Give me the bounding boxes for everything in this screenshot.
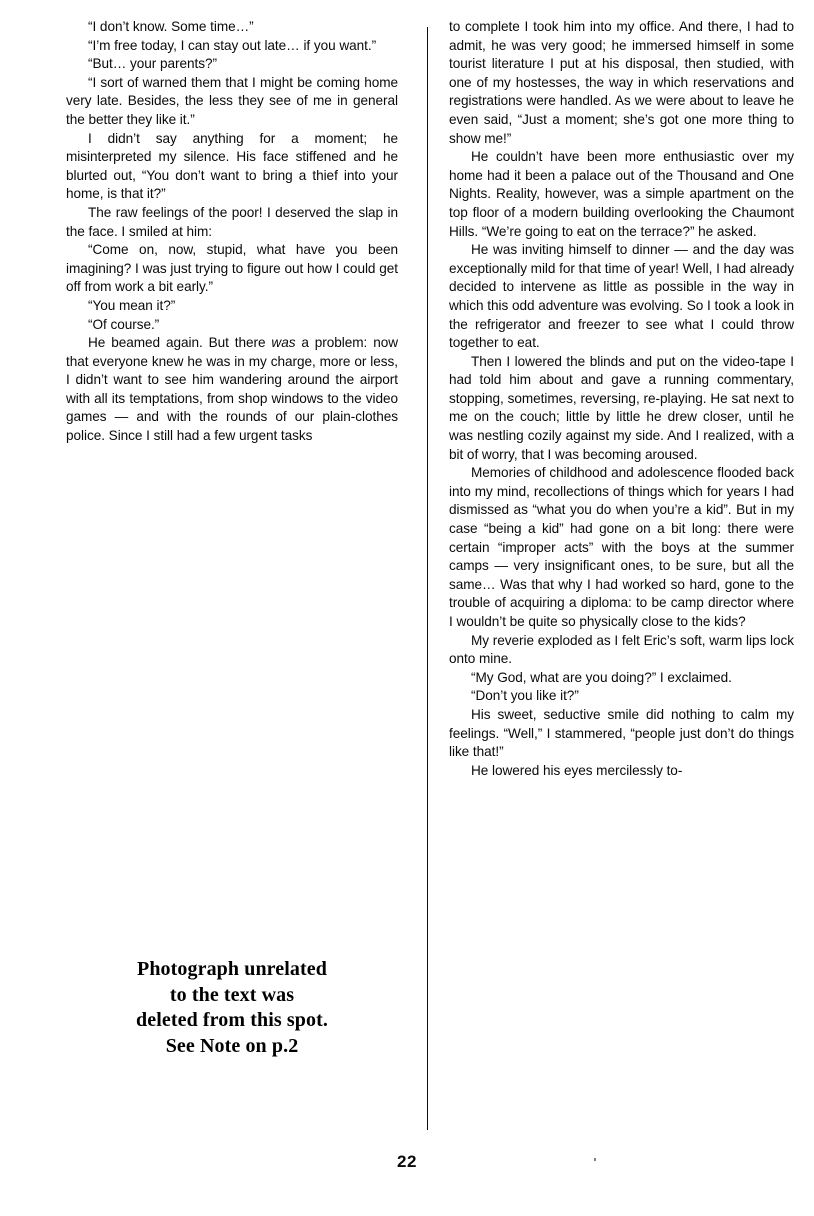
editor-note-block: [66, 957, 398, 1059]
paragraph: “You mean it?”: [88, 297, 176, 313]
editor-note-line: to the text was: [169, 983, 295, 1006]
paragraph: He was inviting himself to dinner — and the day was exceptionally mild for that time of year! Well, I had already decided to intervene as little as possible in the way in which this odd adventure was evolving. So I took a look in the refrigerator and freezer to see what I could throw together to eat.: [449, 242, 795, 351]
deleted-photograph-area: [66, 628, 398, 950]
paragraph: “Come on, now, stupid, what have you been imagining? I was just trying to figure out how I could get off from work a bit early.”: [66, 242, 398, 295]
editor-note-line: Photograph unrelated: [137, 958, 327, 980]
emphasized-word: was: [271, 335, 296, 351]
paragraph: His sweet, seductive smile did nothing to calm my feelings. “Well,” I stammered, “people just don’t do things like that!”: [449, 706, 794, 760]
paragraph: to complete I took him into my office. And there, I had to admit, he was very good; he immersed himself in some tourist literature I put at his disposal, then studied, with one of my hostesses, the way in which reservations and registrations were handled. As we were about to leave he even said, “Just a moment; she’s got one more thing to show me!”: [449, 19, 794, 146]
left-text-column: [66, 18, 398, 446]
paragraph: “My God, what are you doing?” I exclaimed.: [471, 669, 732, 685]
paragraph-with-emphasis: [66, 334, 398, 446]
paragraph-text-after-emphasis: a problem: now that everyone knew he was in my charge, more or less, I didn’t want to see him wandering around the airport with all its temptations, from shop windows to the video games — and with the rounds of our plain-clothes police. Since I still had a few urgent tasks: [66, 335, 398, 444]
paragraph: “Of course.”: [88, 316, 160, 332]
editor-note-line: See Note on p.2: [165, 1034, 299, 1057]
paragraph: “I don’t know. Some time…”: [88, 19, 254, 34]
paragraph: My reverie exploded as I felt Eric’s soft, warm lips lock onto mine.: [449, 632, 794, 667]
paragraph-text-before-emphasis: He beamed again. But there: [88, 335, 272, 351]
page-number: 22: [397, 1152, 417, 1171]
paragraph: “Don’t you like it?”: [471, 688, 579, 704]
column-divider-rule: [427, 27, 428, 1130]
paragraph: The raw feelings of the poor! I deserved the slap in the face. I smiled at him:: [66, 204, 398, 239]
paragraph: “I’m free today, I can stay out late… if you want.”: [88, 37, 377, 53]
editor-note-line: deleted from this spot.: [136, 1009, 328, 1031]
paragraph: He lowered his eyes mercilessly to-: [471, 762, 683, 778]
scan-speck: [594, 1158, 596, 1161]
paragraph: I didn’t say anything for a moment; he misinterpreted my silence. His face stiffened and he blurted out, “You don’t want to bring a thief into your home, is that it?”: [66, 130, 398, 202]
right-text-column: [449, 18, 794, 780]
paragraph: “But… your parents?”: [88, 56, 217, 72]
paragraph: “I sort of warned them that I might be coming home very late. Besides, the less they see of me in general the better they like it.”: [66, 74, 398, 127]
paragraph: Then I lowered the blinds and put on the video-tape I had told him about and gave a running commentary, stopping, sometimes, reversing, re-playing. He sat next to me on the couch; little by little he drew closer, until he was nestling cozily against my side. And I realized, with a bit of worry, that I was becoming aroused.: [449, 353, 794, 462]
paragraph: Memories of childhood and adolescence flooded back into my mind, recollections of things which for years I had dismissed as “what you do when you’re a kid”. But in my case “being a kid” had gone on a bit long: there were certain “improper acts” with the boys at the summer camps — very insignificant ones, to be sure, but all the same… Was that why I had worked so hard, gone to the trouble of acquiring a diploma: to be camp director where I wouldn’t be quite so physically close to the kids?: [449, 465, 794, 629]
paragraph: He couldn’t have been more enthusiastic over my home had it been a palace out of the Thousand and One Nights. Reality, however, was a simple apartment on the top floor of a modern building overlooking the Chaumont Hills. “We’re going to eat on the terrace?” he asked.: [449, 149, 794, 239]
